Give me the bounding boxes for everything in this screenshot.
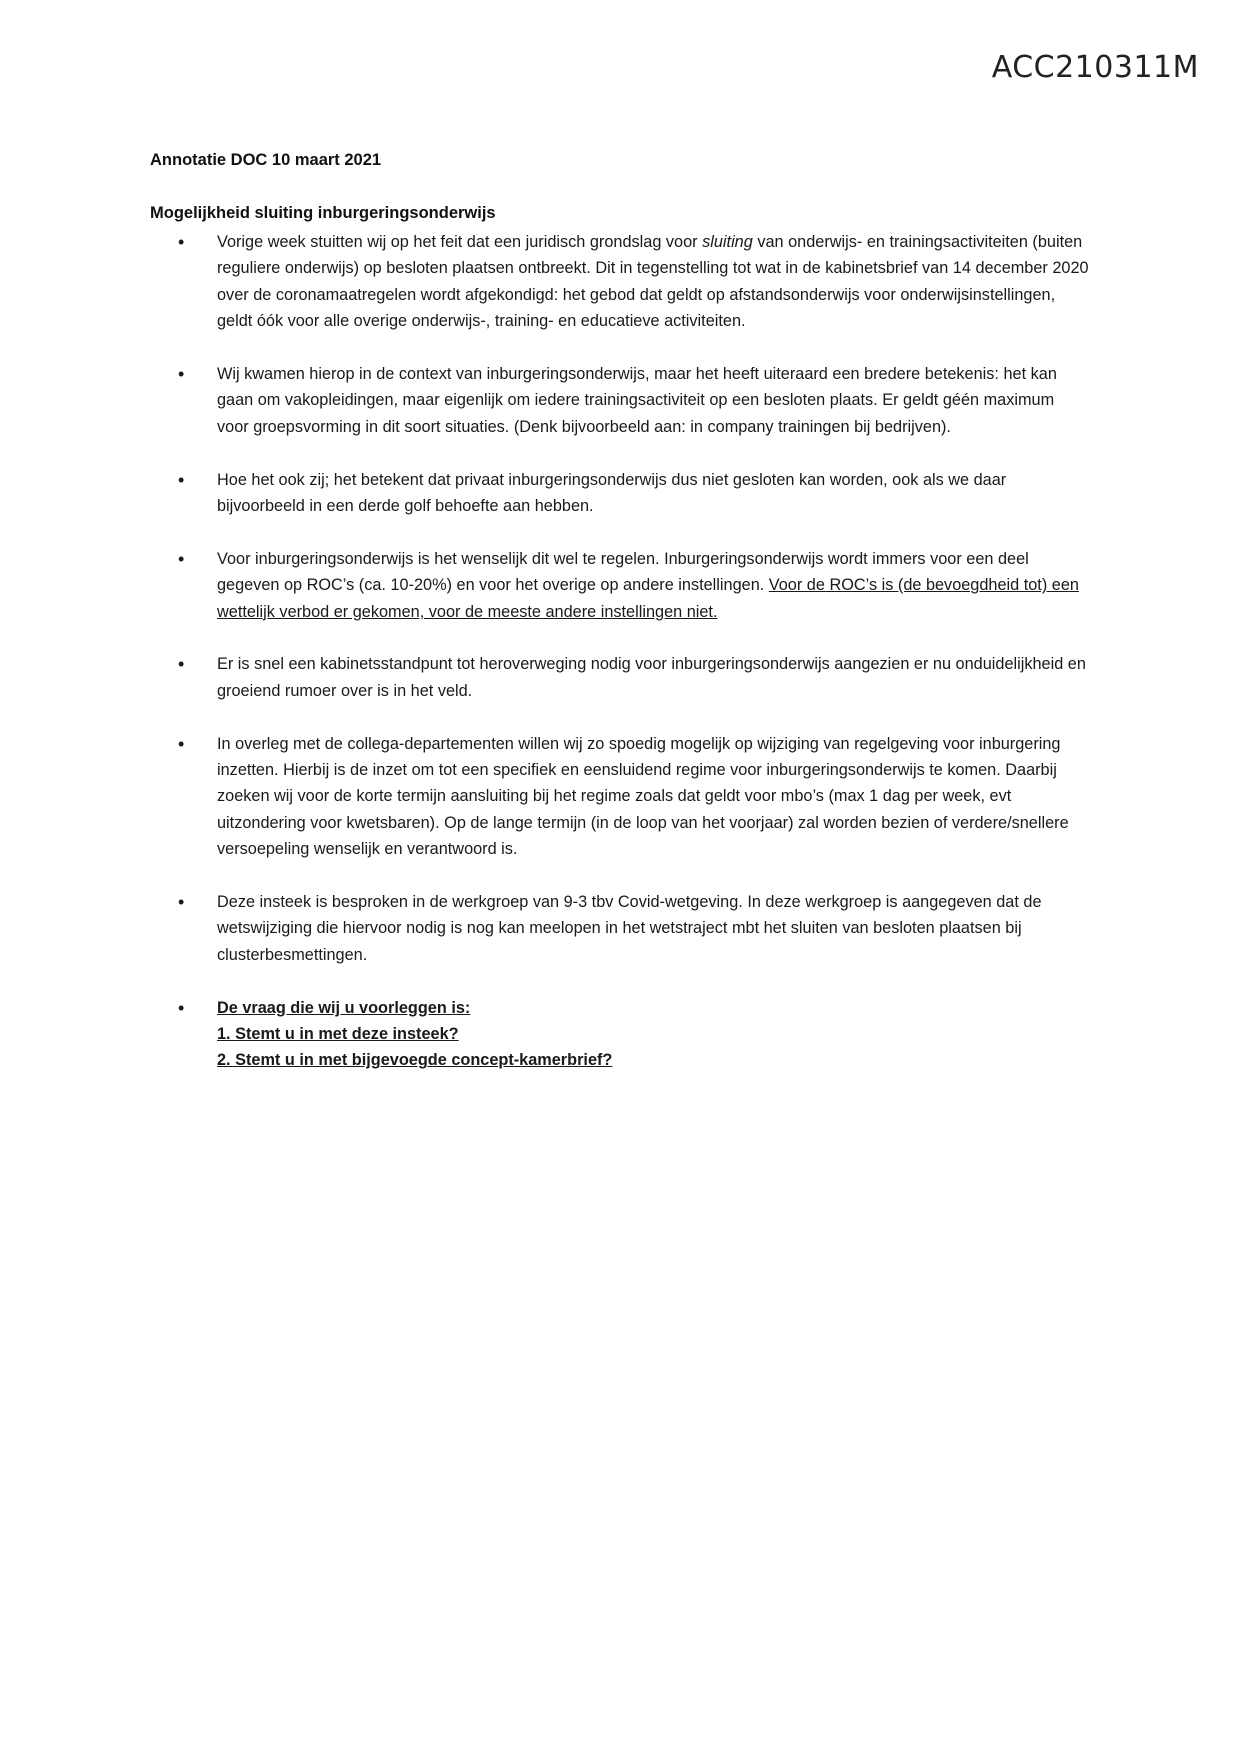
bullet-item: [150, 546, 1090, 625]
document-title: Annotatie DOC 10 maart 2021: [150, 151, 382, 169]
bullet-text: Wij kwamen hierop in de context van inburgeringsonderwijs, maar het heeft uiteraard een bredere betekenis: het kan gaan om vakopleidingen, maar eigenlijk om iedere trainingsactiviteit op een besloten plaats. Er geldt géén maximum voor groepsvorming in dit soort situaties. (Denk bijvoorbeeld aan: in company trainingen bij bedrijven).: [217, 365, 1057, 436]
document-code: ACC210311M: [991, 50, 1199, 85]
underlined-text: Voor de ROC’s is (de bevoegdheid tot) een wettelijk verbod er gekomen, voor de meeste andere instellingen niet.: [217, 576, 1079, 621]
bullet-list: [150, 229, 1090, 1100]
bullet-text: Er is snel een kabinetsstandpunt tot heroverweging nodig voor inburgeringsonderwijs aangezien er nu onduidelijkheid en groeiend rumoer over is in het veld.: [217, 655, 1086, 700]
question-2: 2. Stemt u in met bijgevoegde concept-kamerbrief?: [217, 1051, 613, 1070]
emphasis-text: sluiting: [702, 233, 753, 251]
bullet-item: [150, 651, 1090, 704]
question-item: [150, 995, 1090, 1074]
question-1: 1. Stemt u in met deze insteek?: [217, 1025, 459, 1044]
question-intro: • De vraag die wij u voorleggen is:: [217, 998, 471, 1017]
bullet-item: [150, 731, 1090, 863]
bullet-text: van onderwijs- en trainingsactiviteiten (buiten reguliere onderwijs) op besloten plaatsen ontbreekt. Dit in tegenstelling tot wat in de kabinetsbrief van 14 december 2020 over de coronamaatregelen wordt afgekondigd: het gebod dat geldt op afstandsonderwijs voor onderwijsinstellingen, geldt óók voor alle overige onderwijs-, training- en educatieve activiteiten.: [217, 233, 1089, 331]
bullet-text: Vorige week stuitten wij op het feit dat een juridisch grondslag voor: [217, 233, 703, 251]
bullet-item: [150, 361, 1090, 440]
section-title: Mogelijkheid sluiting inburgeringsonderwijs: [150, 204, 496, 222]
bullet-text: Hoe het ook zij; het betekent dat privaat inburgeringsonderwijs dus niet gesloten kan worden, ook als we daar bijvoorbeeld in een derde golf behoefte aan hebben.: [217, 470, 1007, 516]
bullet-text: Voor inburgeringsonderwijs is het wenselijk dit wel te regelen. Inburgeringsonderwijs wordt immers voor een deel gegeven op ROC’s (ca. 10-20%) en voor het overige op andere instellingen.: [217, 549, 1029, 595]
bullet-item: [150, 467, 1090, 520]
bullet-text: In overleg met de collega-departementen willen wij zo spoedig mogelijk op wijziging van regelgeving voor inburgering inzetten. Hierbij is de inzet om tot een specifiek en eensluidend regime voor inburgeringsonderwijs te komen. Daarbij zoeken wij voor de korte termijn aansluiting bij het regime zoals dat geldt voor mbo’s (max 1 dag per week, evt uitzondering voor kwetsbaren). Op de lange termijn (in de loop van het voorjaar) zal worden bezien of verdere/snellere versoepeling wenselijk en verantwoord is.: [217, 734, 1069, 859]
bullet-item: [150, 889, 1090, 968]
bullet-text: Deze insteek is besproken in de werkgroep van 9-3 tbv Covid-wetgeving. In deze werkgroep is aangegeven dat de wetswijziging die hiervoor nodig is nog kan meelopen in het wetstraject mbt het sluiten van besloten plaatsen bij clusterbesmettingen.: [217, 893, 1042, 964]
bullet-item: [150, 229, 1090, 335]
